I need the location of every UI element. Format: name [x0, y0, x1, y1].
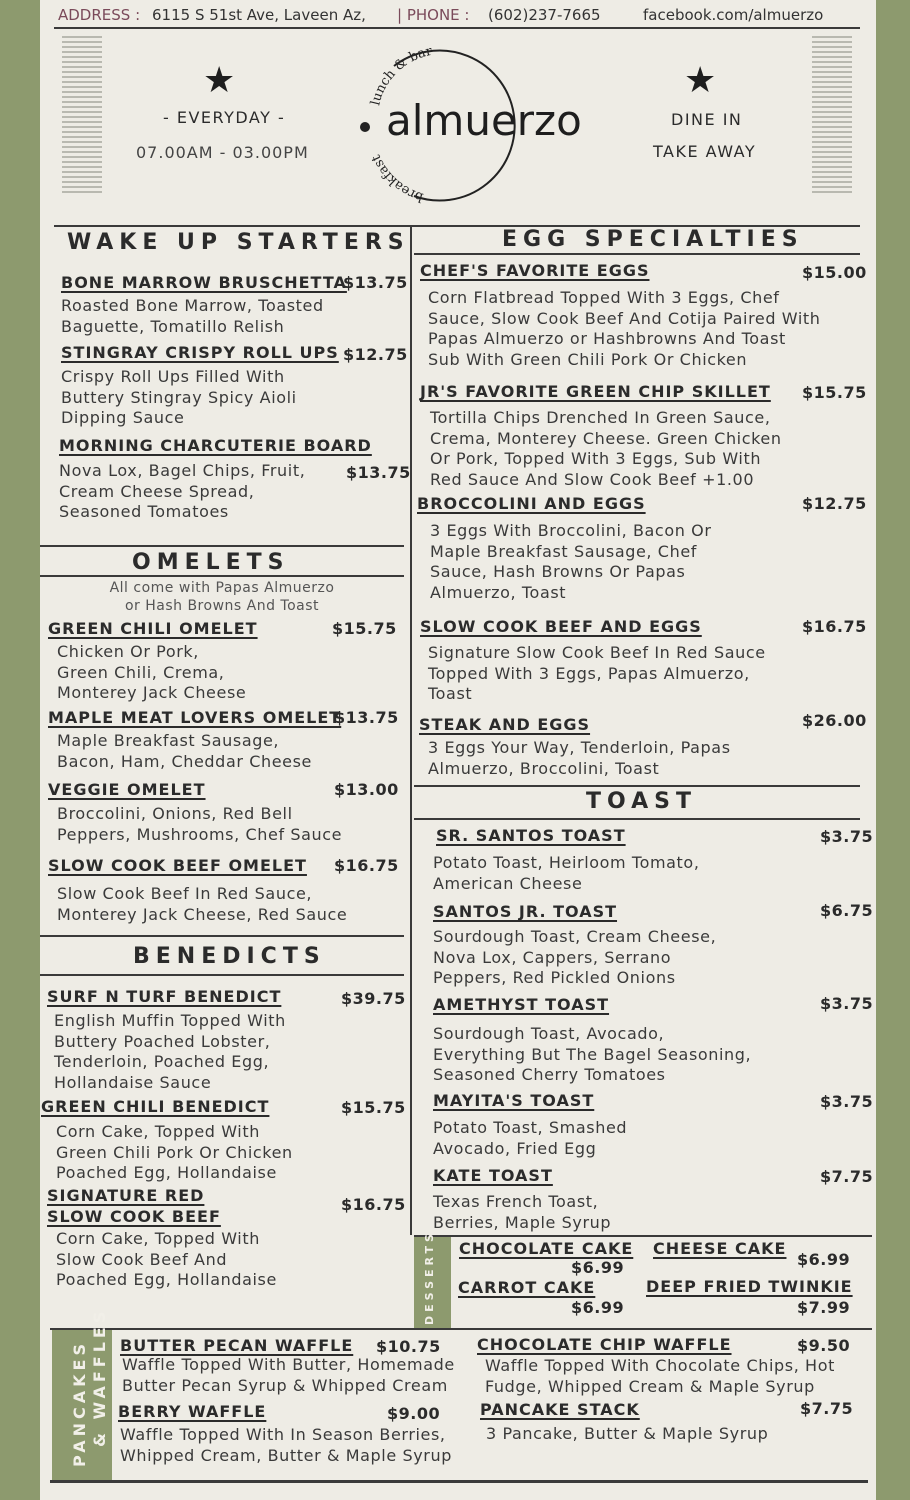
item-surf-n-turf: SURF N TURF BENEDICT	[47, 987, 282, 1006]
item-desc: Signature Slow Cook Beef In Red Sauce Topped With 3 Eggs, Papas Almuerzo, Toast	[428, 643, 766, 704]
logo-name: almuerzo	[386, 96, 582, 145]
rule	[414, 785, 860, 787]
price: $15.75	[802, 383, 867, 402]
item-slow-cook-omelet: SLOW COOK BEEF OMELET	[48, 856, 307, 875]
price: $9.50	[797, 1336, 851, 1355]
logo-dot-icon	[360, 122, 370, 132]
item-chocolate-cake: CHOCOLATE CAKE	[459, 1239, 634, 1258]
price: $6.99	[797, 1250, 851, 1269]
item-pancake-stack: PANCAKE STACK	[480, 1400, 640, 1419]
svg-text:breakfast	[369, 152, 426, 205]
price: $10.75	[376, 1337, 441, 1356]
address-label: ADDRESS :	[58, 6, 141, 24]
item-desc: Roasted Bone Marrow, Toasted Baguette, Tomatillo Relish	[61, 296, 324, 336]
address: 6115 S 51st Ave, Laveen Az,	[152, 6, 366, 24]
footer-rule	[50, 1480, 868, 1483]
item-bone-marrow: BONE MARROW BRUSCHETTA	[61, 273, 347, 292]
item-desc: Corn Cake, Topped With Green Chili Pork Or Chicken Poached Egg, Hollandaise	[56, 1122, 293, 1183]
item-desc: Potato Toast, Smashed Avocado, Fried Egg	[433, 1118, 628, 1158]
item-chefs-favorite: CHEF'S FAVORITE EGGS	[420, 261, 650, 280]
price: $3.75	[820, 1092, 874, 1111]
item-jrs-skillet: JR'S FAVORITE GREEN CHIP SKILLET	[420, 382, 771, 401]
item-green-chili-benedict: GREEN CHILI BENEDICT	[41, 1097, 270, 1116]
item-desc: Sourdough Toast, Cream Cheese, Nova Lox, Cappers, Serrano Peppers, Red Pickled Onions	[433, 927, 717, 988]
star-icon: ★	[684, 60, 717, 101]
phone-label: | PHONE :	[397, 6, 470, 24]
item-desc: English Muffin Topped With Buttery Poached Lobster, Tenderloin, Poached Egg, Hollandaise Sauce	[54, 1011, 286, 1092]
phone: (602)237-7665	[488, 6, 601, 24]
price: $13.75	[346, 463, 411, 482]
price: $16.75	[802, 617, 867, 636]
facebook-link[interactable]: facebook.com/almuerzo	[643, 6, 824, 24]
omelets-subtitle: All come with Papas Almuerzo or Hash Browns And Toast	[109, 580, 335, 614]
item-desc: Waffle Topped With Butter, Homemade Butter Pecan Syrup & Whipped Cream	[122, 1355, 455, 1395]
item-broccolini-eggs: BROCCOLINI AND EGGS	[417, 494, 646, 513]
item-desc: Maple Breakfast Sausage, Bacon, Ham, Cheddar Cheese	[57, 731, 312, 771]
item-desc: 3 Eggs With Broccolini, Bacon Or Maple Breakfast Sausage, Chef Sauce, Hash Browns Or Papas Almuerzo, Toast	[430, 521, 712, 602]
item-maple-meat-omelet: MAPLE MEAT LOVERS OMELET	[48, 708, 342, 727]
price: $6.99	[571, 1298, 625, 1317]
pancakes-title: PANCAKES	[70, 1339, 89, 1467]
section-title-omelets: OMELETS	[132, 550, 290, 575]
hours-time: 07.00AM - 03.00PM	[136, 143, 309, 162]
stripe-decoration-right	[812, 36, 852, 196]
price: $9.00	[387, 1404, 441, 1423]
rule	[414, 818, 860, 820]
item-desc: 3 Pancake, Butter & Maple Syrup	[486, 1424, 769, 1443]
section-title-benedicts: BENEDICTS	[133, 944, 326, 969]
rule	[40, 575, 404, 577]
price: $3.75	[820, 994, 874, 1013]
item-charcuterie: MORNING CHARCUTERIE BOARD	[59, 436, 372, 455]
section-title-egg-specialties: EGG SPECIALTIES	[502, 227, 804, 252]
item-desc: Nova Lox, Bagel Chips, Fruit, Cream Cheese Spread, Seasoned Tomatoes	[59, 461, 306, 522]
item-amethyst: AMETHYST TOAST	[433, 995, 610, 1014]
hours-days: - EVERYDAY -	[163, 108, 286, 127]
item-desc: Sourdough Toast, Avocado, Everything But The Bagel Seasoning, Seasoned Cherry Tomatoes	[433, 1024, 752, 1085]
item-deep-fried-twinkie: DEEP FRIED TWINKIE	[646, 1277, 853, 1296]
item-sr-santos: SR. SANTOS TOAST	[436, 826, 626, 845]
rule	[414, 1235, 872, 1237]
item-desc: Texas French Toast, Berries, Maple Syrup	[433, 1192, 612, 1232]
desserts-title: DESSERTS	[423, 1230, 436, 1325]
price: $7.75	[820, 1167, 874, 1186]
price: $12.75	[802, 494, 867, 513]
price: $15.75	[341, 1098, 406, 1117]
item-desc: Chicken Or Pork, Green Chili, Crema, Monterey Jack Cheese	[57, 642, 247, 703]
logo-arc-top: lunch & bar	[368, 43, 434, 107]
item-desc: Tortilla Chips Drenched In Green Sauce, Crema, Monterey Cheese. Green Chicken Or Pork, Topped With 3 Eggs, Sub With Red Sauce And Slow Cook Beef +1.00	[430, 408, 782, 489]
item-cheese-cake: CHEESE CAKE	[653, 1239, 787, 1258]
price: $12.75	[343, 345, 408, 364]
stripe-decoration-left	[62, 36, 102, 196]
section-title-wake-up: WAKE UP STARTERS	[67, 230, 410, 255]
item-desc: Waffle Topped With Chocolate Chips, Hot Fudge, Whipped Cream & Maple Syrup	[485, 1356, 835, 1396]
price: $26.00	[802, 711, 867, 730]
item-carrot-cake: CARROT CAKE	[458, 1278, 596, 1297]
section-title-toast: TOAST	[586, 789, 697, 814]
price: $15.75	[332, 619, 397, 638]
rule	[40, 974, 404, 976]
header-rule	[54, 27, 860, 29]
price: $3.75	[820, 827, 874, 846]
item-desc: Corn Cake, Topped With Slow Cook Beef And Poached Egg, Hollandaise	[56, 1229, 277, 1290]
price: $16.75	[341, 1195, 406, 1214]
star-icon: ★	[203, 60, 236, 101]
price: $15.00	[802, 263, 867, 282]
price: $13.00	[334, 780, 399, 799]
item-santos-jr: SANTOS JR. TOAST	[433, 902, 618, 921]
item-desc: Corn Flatbread Topped With 3 Eggs, Chef Sauce, Slow Cook Beef And Cotija Paired With Papas Almuerzo or Hashbrowns And Toast Sub With Green Chili Pork Or Chicken	[428, 288, 821, 369]
item-kate: KATE TOAST	[433, 1166, 553, 1185]
item-desc: Waffle Topped With In Season Berries, Whipped Cream, Butter & Maple Syrup	[120, 1425, 452, 1465]
item-chocolate-chip-waffle: CHOCOLATE CHIP WAFFLE	[477, 1335, 732, 1354]
waffles-title: & WAFFLES	[90, 1307, 109, 1447]
item-desc: Crispy Roll Ups Filled With Buttery Stingray Spicy Aioli Dipping Sauce	[61, 367, 297, 428]
item-steak-eggs: STEAK AND EGGS	[419, 715, 591, 734]
price: $13.75	[334, 708, 399, 727]
price: $6.99	[571, 1258, 625, 1277]
price: $16.75	[334, 856, 399, 875]
item-butter-pecan-waffle: BUTTER PECAN WAFFLE	[120, 1336, 354, 1355]
rule	[40, 545, 404, 547]
price: $6.75	[820, 901, 874, 920]
dine-in: DINE IN	[671, 110, 743, 129]
item-desc: Slow Cook Beef In Red Sauce, Monterey Jack Cheese, Red Sauce	[57, 884, 348, 924]
item-signature-red: SIGNATURE RED SLOW COOK BEEF	[47, 1186, 221, 1226]
column-divider	[410, 225, 412, 1235]
take-away: TAKE AWAY	[653, 142, 757, 161]
item-veggie-omelet: VEGGIE OMELET	[48, 780, 206, 799]
item-berry-waffle: BERRY WAFFLE	[118, 1402, 267, 1421]
price: $13.75	[343, 273, 408, 292]
item-desc: Potato Toast, Heirloom Tomato, American Cheese	[433, 853, 700, 893]
item-desc: Broccolini, Onions, Red Bell Peppers, Mushrooms, Chef Sauce	[57, 804, 343, 844]
item-mayitas: MAYITA'S TOAST	[433, 1091, 595, 1110]
price: $7.99	[797, 1298, 851, 1317]
logo-arc-left: breakfast	[368, 152, 426, 205]
rule	[414, 253, 860, 255]
item-slow-cook-eggs: SLOW COOK BEEF AND EGGS	[420, 617, 702, 636]
rule	[50, 1328, 872, 1330]
price: $7.75	[800, 1399, 854, 1418]
rule	[40, 935, 404, 937]
price: $39.75	[341, 989, 406, 1008]
item-green-chili-omelet: GREEN CHILI OMELET	[48, 619, 258, 638]
item-stingray: STINGRAY CRISPY ROLL UPS	[61, 343, 339, 362]
item-desc: 3 Eggs Your Way, Tenderloin, Papas Almuerzo, Broccolini, Toast	[428, 738, 731, 778]
